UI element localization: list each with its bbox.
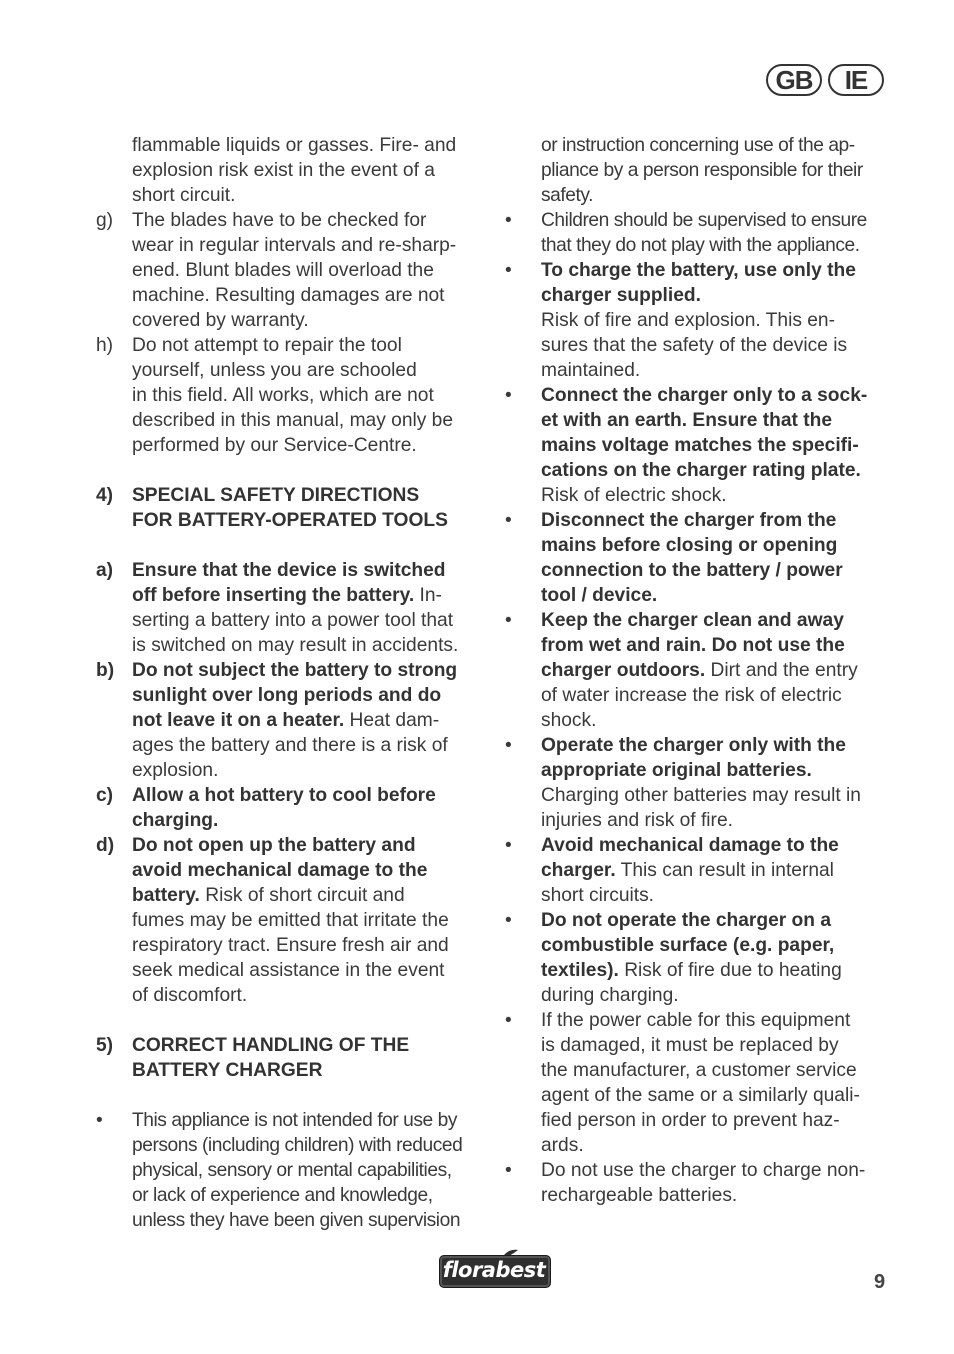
text: Risk of short circuit and: [199, 885, 405, 906]
bullet-item: [505, 908, 895, 1008]
text-line: is switched on may result in accidents.: [132, 635, 459, 656]
text-line: seek medical assistance in the event: [132, 960, 445, 981]
text-line: short circuit.: [132, 185, 236, 206]
bullet-item: [505, 833, 895, 908]
continued-paragraph: [505, 133, 895, 208]
bold-text: Do not open up the battery and: [132, 835, 416, 856]
text-line: is damaged, it must be replaced by: [541, 1035, 839, 1056]
bullet-marker: •: [505, 260, 512, 281]
text-line: ened. Blunt blades will overload the: [132, 260, 434, 281]
text: Risk of fire due to heating: [618, 960, 842, 981]
text-line: explosion.: [132, 760, 219, 781]
text-line: sures that the safety of the device is: [541, 335, 848, 356]
bold-text: textiles).: [541, 960, 619, 981]
text-line: rechargeable batteries.: [541, 1185, 738, 1206]
bold-text: mains before closing or opening: [541, 535, 838, 556]
bold-text: Avoid mechanical damage to the: [541, 835, 839, 856]
list-marker: g): [96, 210, 114, 231]
bullet-marker: •: [505, 1010, 512, 1031]
bullet-item: [505, 508, 895, 608]
text-line: during charging.: [541, 985, 679, 1006]
florabest-logo: [439, 1249, 551, 1287]
text-line: Do not attempt to repair the tool: [132, 335, 402, 356]
list-item-b: [96, 658, 484, 783]
heading-line: CORRECT HANDLING OF THE: [132, 1035, 410, 1056]
bullet-item: [505, 208, 895, 258]
text-line: maintained.: [541, 360, 641, 381]
text-line: fumes may be emitted that irritate the: [132, 910, 449, 931]
text-line: If the power cable for this equipment: [541, 1010, 851, 1031]
bullet-item: [505, 258, 895, 383]
text-line: covered by warranty.: [132, 310, 309, 331]
list-item-g: [96, 208, 484, 333]
text-line: persons (including children) with reduced: [132, 1135, 463, 1156]
bullet-item: [505, 383, 895, 508]
bold-text: appropriate original batteries.: [541, 760, 812, 781]
language-badge-ie: IE: [828, 64, 884, 96]
bold-text: et with an earth. Ensure that the: [541, 410, 833, 431]
text-line: agent of the same or a similarly quali-: [541, 1085, 860, 1106]
bold-text: combustible surface (e.g. paper,: [541, 935, 835, 956]
bold-text: Operate the charger only with the: [541, 735, 846, 756]
text-line: The blades have to be checked for: [132, 210, 427, 231]
text-line: shock.: [541, 710, 597, 731]
text-line: pliance by a person responsible for their: [541, 160, 863, 181]
bold-text: from wet and rain. Do not use the: [541, 635, 845, 656]
bullet-marker: •: [505, 835, 512, 856]
right-column: [505, 133, 895, 1208]
page-number: 9: [874, 1271, 886, 1293]
text-line: yourself, unless you are schooled: [132, 360, 417, 381]
bold-text: Do not operate the charger on a: [541, 910, 831, 931]
text-line: or instruction concerning use of the ap-: [541, 135, 855, 156]
bullet-marker: •: [505, 210, 512, 231]
heading-line: FOR BATTERY-OPERATED TOOLS: [132, 510, 448, 531]
bold-text: off before inserting the battery.: [132, 585, 415, 606]
text-line: in this field. All works, which are not: [132, 385, 434, 406]
bullet-item: [505, 608, 895, 733]
bold-text: charging.: [132, 810, 219, 831]
text-line: safety.: [541, 185, 593, 206]
heading-line: SPECIAL SAFETY DIRECTIONS: [132, 485, 420, 506]
text-line: flammable liquids or gasses. Fire- and: [132, 135, 457, 156]
text-line: serting a battery into a power tool that: [132, 610, 454, 631]
bold-text: avoid mechanical damage to the: [132, 860, 428, 881]
list-marker: a): [96, 560, 114, 581]
left-column: [96, 133, 484, 1233]
section-number: 5): [96, 1035, 114, 1056]
text-line: or lack of experience and knowledge,: [132, 1185, 433, 1206]
bold-text: Do not subject the battery to strong: [132, 660, 458, 681]
bold-text: To charge the battery, use only the: [541, 260, 856, 281]
bold-text: Connect the charger only to a sock-: [541, 385, 868, 406]
list-item-c: [96, 783, 484, 833]
bold-text: sunlight over long periods and do: [132, 685, 442, 706]
bullet-item: [96, 1108, 484, 1233]
bullet-marker: •: [505, 510, 512, 531]
text: This can result in internal: [615, 860, 834, 881]
heading-line: BATTERY CHARGER: [132, 1060, 323, 1081]
text-line: fied person in order to prevent haz-: [541, 1110, 840, 1131]
text-line: Risk of fire and explosion. This en-: [541, 310, 835, 331]
text-line: Do not use the charger to charge non-: [541, 1160, 866, 1181]
text-line: of water increase the risk of electric: [541, 685, 842, 706]
bullet-marker: •: [505, 610, 512, 631]
section-number: 4): [96, 485, 114, 506]
list-item-d: [96, 833, 484, 1008]
language-badge-gb: GB: [766, 64, 822, 96]
list-marker: c): [96, 785, 114, 806]
bold-text: Disconnect the charger from the: [541, 510, 837, 531]
bullet-marker: •: [505, 910, 512, 931]
bold-text: charger.: [541, 860, 616, 881]
text-line: injuries and risk of fire.: [541, 810, 733, 831]
list-marker: h): [96, 335, 114, 356]
continued-paragraph: [96, 133, 484, 208]
language-badges: [766, 64, 884, 96]
text-line: wear in regular intervals and re-sharp-: [132, 235, 457, 256]
text-line: the manufacturer, a customer service: [541, 1060, 857, 1081]
text-line: Children should be supervised to ensure: [541, 210, 867, 231]
bold-text: tool / device.: [541, 585, 658, 606]
bold-text: Keep the charger clean and away: [541, 610, 844, 631]
bold-text: Allow a hot battery to cool before: [132, 785, 436, 806]
list-marker: d): [96, 835, 115, 856]
section-heading-4: [96, 483, 484, 533]
text-line: Charging other batteries may result in: [541, 785, 861, 806]
text-line: machine. Resulting damages are not: [132, 285, 445, 306]
bullet-item: [505, 733, 895, 833]
bold-text: cations on the charger rating plate.: [541, 460, 861, 481]
bullet-marker: •: [505, 385, 512, 406]
text-line: that they do not play with the appliance.: [541, 235, 860, 256]
section-heading-5: [96, 1033, 484, 1083]
text-line: This appliance is not intended for use by: [132, 1110, 458, 1131]
text-line: ages the battery and there is a risk of: [132, 735, 448, 756]
text-line: ards.: [541, 1135, 584, 1156]
bullet-marker: •: [505, 735, 512, 756]
bullet-marker: •: [96, 1110, 103, 1131]
text-line: of discomfort.: [132, 985, 248, 1006]
text-line: respiratory tract. Ensure fresh air and: [132, 935, 449, 956]
text: Dirt and the entry: [705, 660, 858, 681]
bullet-marker: •: [505, 1160, 512, 1181]
list-marker: b): [96, 660, 115, 681]
bold-text: connection to the battery / power: [541, 560, 843, 581]
text-line: Risk of electric shock.: [541, 485, 727, 506]
bold-text: charger outdoors.: [541, 660, 706, 681]
list-item-a: [96, 558, 484, 658]
bold-text: charger supplied.: [541, 285, 701, 306]
text-line: physical, sensory or mental capabilities,: [132, 1160, 452, 1181]
bold-text: mains voltage matches the specifi-: [541, 435, 859, 456]
text-line: performed by our Service-Centre.: [132, 435, 417, 456]
text-line: explosion risk exist in the event of a: [132, 160, 435, 181]
bold-text: Ensure that the device is switched: [132, 560, 446, 581]
bold-text: battery.: [132, 885, 200, 906]
text: Heat dam-: [344, 710, 440, 731]
bullet-item: [505, 1008, 895, 1158]
bullet-item: [505, 1158, 895, 1208]
text: In-: [414, 585, 442, 606]
text-line: short circuits.: [541, 885, 655, 906]
logo-wordmark: florabest: [442, 1258, 546, 1282]
text-line: described in this manual, may only be: [132, 410, 454, 431]
list-item-h: [96, 333, 484, 458]
text-line: unless they have been given supervision: [132, 1210, 461, 1231]
bold-text: not leave it on a heater.: [132, 710, 345, 731]
